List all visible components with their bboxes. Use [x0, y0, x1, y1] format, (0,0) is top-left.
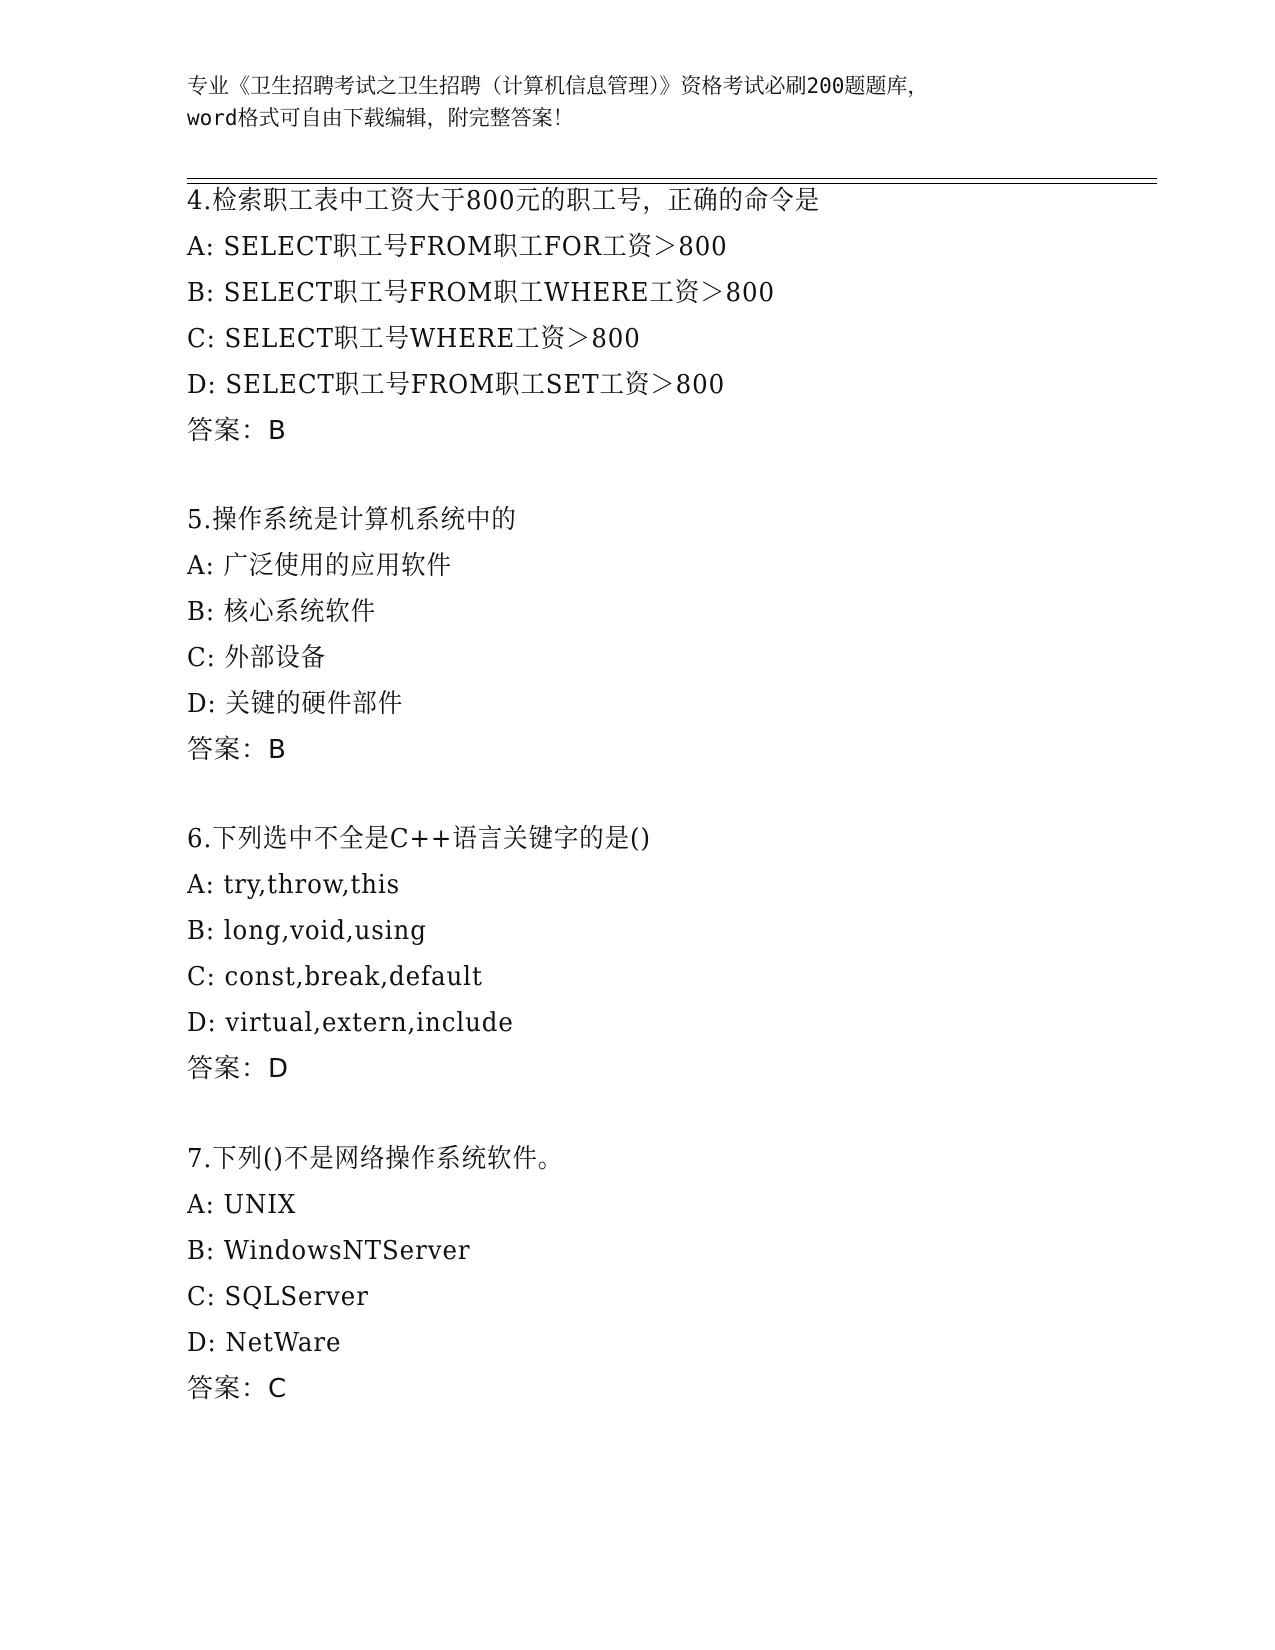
header-line-1: 专业《卫生招聘考试之卫生招聘（计算机信息管理）》资格考试必刷200题题库，: [187, 74, 929, 98]
option-d: D: SELECT职工号FROM职工SET工资＞800: [187, 370, 726, 400]
option-c: C: SQLServer: [187, 1282, 369, 1312]
answer: 答案：C: [187, 1374, 288, 1404]
option-a: A: 广泛使用的应用软件: [187, 551, 452, 581]
option-d: D: virtual,extern,include: [187, 1008, 514, 1038]
option-c: C: SELECT职工号WHERE工资＞800: [187, 324, 641, 354]
option-b: B: WindowsNTServer: [187, 1236, 471, 1266]
option-a: A: UNIX: [187, 1190, 297, 1220]
option-c: C: const,break,default: [187, 962, 483, 992]
option-d: D: NetWare: [187, 1328, 342, 1358]
document-header: [187, 70, 1087, 134]
question-title: 5.操作系统是计算机系统中的: [187, 505, 517, 535]
question-block-6: [187, 816, 1187, 1092]
question-block-7: [187, 1136, 1187, 1412]
question-block-4: [187, 178, 1187, 454]
answer: 答案：D: [187, 1054, 290, 1084]
question-title: 6.下列选中不全是C++语言关键字的是(): [187, 824, 651, 854]
option-b: B: 核心系统软件: [187, 597, 377, 627]
question-block-5: [187, 497, 1187, 773]
question-title: 7.下列()不是网络操作系统软件。: [187, 1144, 564, 1174]
option-d: D: 关键的硬件部件: [187, 689, 404, 719]
option-a: A: try,throw,this: [187, 870, 401, 900]
option-c: C: 外部设备: [187, 643, 327, 673]
answer: 答案：B: [187, 416, 287, 446]
question-title: 4.检索职工表中工资大于800元的职工号，正确的命令是: [187, 186, 821, 216]
option-b: B: long,void,using: [187, 916, 427, 946]
option-a: A: SELECT职工号FROM职工FOR工资＞800: [187, 232, 728, 262]
option-b: B: SELECT职工号FROM职工WHERE工资＞800: [187, 278, 775, 308]
answer: 答案：B: [187, 735, 287, 765]
header-line-2: word格式可自由下载编辑，附完整答案！: [187, 106, 574, 130]
